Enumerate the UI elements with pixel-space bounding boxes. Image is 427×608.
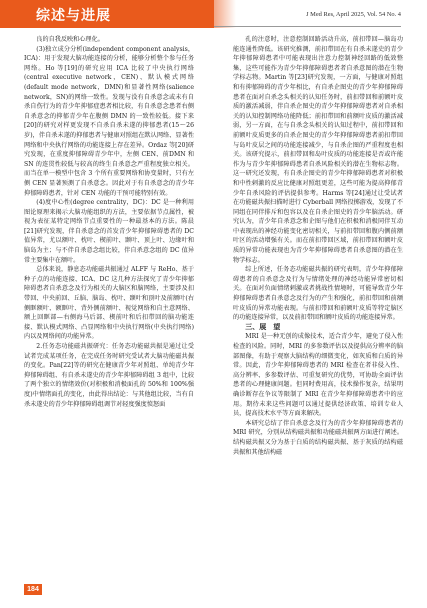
paragraph: 2.任务态功能磁共振研究：任务态功能磁共振是通过让受试者完成某项任务，在完成任务时研究受试者大脑功能磁共振的变化。Pan[22]等的研究在健康青少年对照组、单纯青少年抑郁障碍组、有自杀未遂史的青少年抑郁障碍组 3 组中，比较了两个独立的情绪效价(对积极和消极面孔的 50%和 100%强度)中情绪面孔的变化，由此得出结论：与其他组比较，当有自杀未遂史的青少年抑郁障碍组调节对轻度强度愤怒面 <box>24 343 194 408</box>
paragraph: (4)度中心性(degree centrality，DC)：DC 是一种利用图论原理来揭示大脑功能组织的方法，主要依据节点属性，被视为表征某特定网络节点重要性的一种最基本的方法。陈晨[21]研究发现，伴自杀意念的首发青少年抑郁障碍患者的 DC 值异常，尤以额叶、枕叶、楔前叶、颞叶、顶上叶、边缘叶和脑岛为主；与不伴自杀意念组比较，伴自杀意念组的 DC 值异常主要集中在额叶。 <box>24 199 194 264</box>
paragraph: MRI 是一种无创的成像技术，适合青少年，避免了侵入性检查的风险。同时，MRI 的多参数评估以及提供高分辨率的脑部图像，有助于观察大脑结构的细微变化，如灰质和白质的异常。因此，青少年抑郁障碍患者的 MRI 检查在者非侵入性、高分辨率、多参数评估、可重复研究的优势，可协助全面评估患者的心理健康问题。但同时费用高，技术操作复杂，结果明确诊断存在争议等限制了 MRI 在青少年抑郁障碍患者中的应用。期待未来这些问题可以通过提供经济政策、培训专业人员，提高技术水平等方面来解决。 <box>233 333 403 418</box>
paragraph: 本研究总结了伴自杀意念及行为的青少年抑郁障碍患者的 MRI 研究，分别从结构磁共振和功能磁共振两方面进行阐述。结构磁共振又分为基于白质的结构磁共振、基于灰质的结构磁共振和其他结构磁 <box>233 419 403 456</box>
paragraph: 孔的注意时，注意控制回路活动升高，前扣带回—脑岛功能连通性降低。该研究推测，前扣带回在有自杀未遂史的青少年抑郁障碍患者中可能表现出注意力控制神经回路的低效整集，这些可能作为青少年抑郁障碍患者者自杀意图的潜在生物学标志物。Martin 等[23]研究发现，一方面，与健康对照组和有抑郁障碍的青少年相比，有自杀企图史的青少年抑郁障碍患者在面对自杀念头相关的认知任务时，前扣带回和前额叶皮质的激活减弱，伴自杀企图史的青少年抑郁障碍患者对自杀相关的认知控制网络功能降低；前扣带回和前额叶皮质的激活减弱，另一方面，在与自杀念头相关的认知过程中，前扣带回和前额叶皮质更多的自杀企图史的青少年抑郁障碍患者前扣带回与岛叶皮层之间的功能连接减少，与自杀企图的严重程度也相关。该研究提示，前扣带回和岛叶皮质的功能连接是否或许能作为与青少年抑郁障碍患者自杀风险相关的潜在生物标志物。这一研究还发现，有自杀企图史的青少年抑郁障碍患者对积极和中性刺激的反应比健康对照组更差，这些可能为提高抑郁青少年自杀风险的评估提供参考。Harms 等[24]通过让受试者在功能磁共振扫描时进行 Cyberball 网络投掷游戏，发现了不同组在同伴排斥和包容以及在自杀企图史的青少年脑活动。研究认为，青少年自杀意念和企图与他们在积极和消极同伴互动中表现出的神经功能变化密切相关，与前扣带回和腹内侧前额叶区的活动增强有关。而在前扣带回区域，前扣带回和额叶皮质的异常功能表现也为青少年抑郁障碍患者自杀意图的潜在生物学标志。 <box>233 36 403 264</box>
section-title: 综述与进展 <box>36 8 111 24</box>
paragraph: 综上所述，任务态功能磁共振的研究表明，青少年抑郁障碍患者的自杀意念及行为与情绪处理的神经功能异常密切相关。在面对负面情绪刺激或者挑战性情境时，可能导致青少年抑郁障碍患者自杀意念及行为的产生和强化，前扣带回和前额叶皮质的异常功能表现。与前扣带回和前额叶皮质等特定脑区的功能连接异常，以及前扣带回和额叶皮质的功能连接异常。 <box>233 266 403 322</box>
left-column <box>24 35 194 409</box>
header-divider <box>214 26 401 27</box>
right-column <box>233 35 403 457</box>
page-number: 184 <box>24 584 42 595</box>
paragraph: 总体来说，静息态功能磁共振通过 ALFF 与 ReHo、基于种子点的功能连接、ICA、DC 这几种方法探究了青少年抑郁障碍患者自杀意念及行为相关的大脑区和脑网络，主要涉及扣带回、中央前回、丘脑、脑岛、枕叶、颞叶和顶叶及前额叶(右侧眶额叶、额眶叶、背外侧前额叶、视觉网络和自主意网络、额上回眶部—右侧海马后部、楔前叶和后扣带回的脑功能连接、默认模式网络、凸显网络和中央执行网络(中央执行网络)内以及网络间的功能异常。 <box>24 266 194 341</box>
section-heading: 三、展 望 <box>245 322 281 331</box>
paragraph: 良的自我反映和心理化。 <box>36 36 104 43</box>
section-banner-fade <box>196 0 236 28</box>
paragraph: (3)独立成分分析(independent component analysis，ICA)：用于发现大脑功能连接的分析，能够分析整个参与任务网络。Ho 等[19]的研究应用 ICA 比较了中央执行网络(central executive network，CEN)、默认模式网络(default mode network，DMN)和显著性网络(salience network，SN)的网络一致性。发现与没有自杀意念或未有自杀自伤行为的青少年抑郁症患者相比较，有自杀意念患者右侧自杀意念的抑郁青少年在腹侧 DMN 的一致性较低。接下来[20]的研究对样更发现不自杀自杀未遂的抑郁患者(15～26 岁)，伴自杀未遂的抑郁患者与健康对照组在默认网络、显著性网络和中央执行网络的功能连接上存在差异。Ordaz 等[20]研究发现，在重度抑郁障碍青少年中，左侧 CEN、前DMN 和 SN 的连贯性较低与较高的终生自杀意念严重程度独立相关。而当在单一模型中包含 3 个所有重要网络和协变量时，只有左侧 CEN 显著预测了自杀意念。因此对于有自杀意念的青少年抑郁障碍患者，针对 CEN 功能的干预可能特别有效。 <box>24 45 194 197</box>
page-header <box>0 0 427 30</box>
journal-citation: J Med Res, April 2025, Vol. 54 No. 4 <box>306 11 401 18</box>
